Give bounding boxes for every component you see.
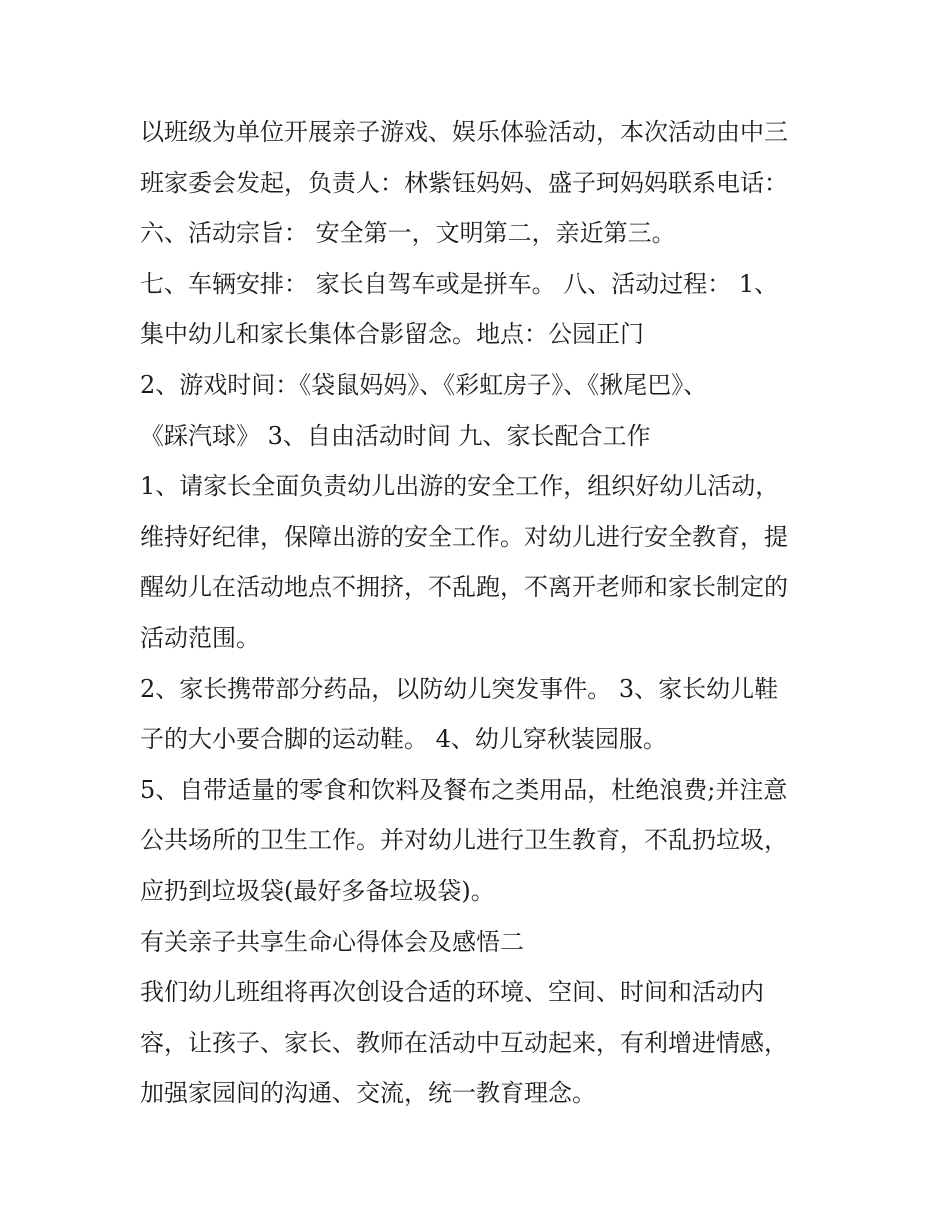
text-line: 应扔到垃圾袋(最好多备垃圾袋)。 [140,876,495,905]
text-line: 我们幼儿班组将再次创设合适的环境、空间、时间和活动内 [140,978,764,1007]
text-line: 集中幼儿和家长集体合影留念。地点：公园正门 [140,320,644,349]
text-line: 2、家长携带部分药品，以防幼儿突发事件。 3、家长幼儿鞋 [140,674,779,703]
text-line: 以班级为单位开展亲子游戏、娱乐体验活动，本次活动由中三 [140,118,788,146]
text-line: 七、车辆安排： 家长自驾车或是拼车。 八、活动过程： 1、 [140,269,779,298]
text-line: 子的大小要合脚的运动鞋。 4、幼儿穿秋装园服。 [140,725,667,754]
text-line: 《踩汽球》 3、自由活动时间 九、家长配合工作 [140,421,651,450]
text-line: 维持好纪律，保障出游的安全工作。对幼儿进行安全教育，提 [140,522,788,551]
text-line: 班家委会发起，负责人：林紫钰妈妈、盛子珂妈妈联系电话： [140,168,788,197]
text-line: 醒幼儿在活动地点不拥挤，不乱跑，不离开老师和家长制定的 [140,573,788,602]
text-line: 2、游戏时间：《袋鼠妈妈》、《彩虹房子》、《揪尾巴》、 [140,370,708,399]
text-line: 活动范围。 [140,623,260,652]
text-line: 1、请家长全面负责幼儿出游的安全工作，组织好幼儿活动， [140,472,780,501]
text-line: 六、活动宗旨： 安全第一，文明第二，亲近第三。 [140,219,676,248]
text-line: 容，让孩子、家长、教师在活动中互动起来，有利增进情感， [140,1028,788,1057]
section-heading: 有关亲子共享生命心得体会及感悟二 [140,927,524,956]
text-line: 加强家园间的沟通、交流，统一教育理念。 [140,1079,596,1108]
text-line: 5、自带适量的零食和饮料及餐布之类用品，杜绝浪费;并注意 [140,775,788,804]
document-body [140,107,820,1119]
text-line: 公共场所的卫生工作。并对幼儿进行卫生教育，不乱扔垃圾， [140,826,788,855]
